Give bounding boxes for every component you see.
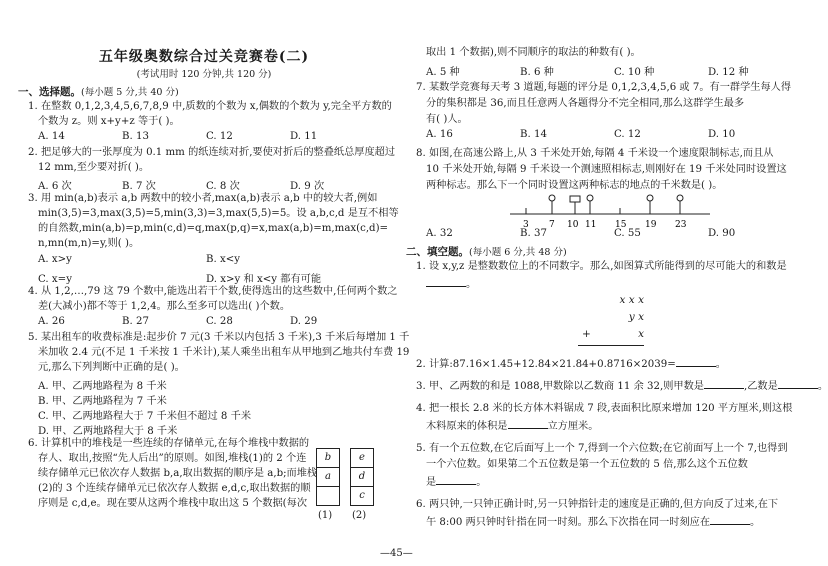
stack-figure-1 xyxy=(316,448,340,506)
question-text: ,乙数是 xyxy=(744,381,778,392)
question-line: 6. 两只钟,一只钟正确计时,另一只钟指针走的速度是正确的,但方向反了过来,在下 xyxy=(416,499,779,510)
question-line: 5. 某出租车的收费标准是:起步价 7 元(3 千米以内包括 3 千米),3 千米后每增加 1 千 xyxy=(28,332,410,343)
question-line xyxy=(426,474,486,490)
plus-sign: + xyxy=(582,328,591,340)
option[interactable]: C. 10 种 xyxy=(614,67,655,78)
option[interactable]: A. 5 种 xyxy=(426,67,460,78)
stack-cell: e xyxy=(351,449,373,468)
option[interactable]: B. 27 xyxy=(122,316,149,327)
addend-row: x x x xyxy=(619,294,644,306)
tick-label: 19 xyxy=(645,220,657,230)
speed-sign-icon xyxy=(587,195,593,201)
answer-blank[interactable] xyxy=(508,418,548,429)
tick-label: 7 xyxy=(549,220,555,230)
option-row[interactable]: C. 甲、乙两地路程大于 7 千米但不超过 8 千米 xyxy=(38,411,252,422)
section-title: 二、填空题。 xyxy=(406,246,469,258)
stack-figure-2 xyxy=(350,448,374,506)
answer-line xyxy=(426,276,476,292)
addend: x xyxy=(638,328,644,340)
question-line: n,mn(m,n)=y,则( )。 xyxy=(38,238,140,249)
question-line: 10 千米处开始,每隔 9 千米设一个测速照相标志,则刚好在 19 千米处同时设置这 xyxy=(426,164,787,175)
section-note: (每小题 5 分,共 40 分) xyxy=(81,87,179,98)
answer-blank[interactable] xyxy=(704,378,744,389)
speed-sign-icon xyxy=(677,195,683,201)
option[interactable]: C. 28 xyxy=(206,316,233,327)
question-line: 5. 有一个五位数,在它后面写上一个 7,得到一个六位数;在它前面写上一个 7,也得到 xyxy=(416,443,788,454)
stack-caption: (2) xyxy=(352,510,367,521)
stack-caption: (1) xyxy=(318,510,333,521)
question-line: 7. 某数学竞赛每天考 3 道题,每题的评分是 0,1,2,3,4,5,6 或 7。有一群学生每人得 xyxy=(416,82,792,93)
question-line: 3. 用 min(a,b)表示 a,b 两数中的较小者,max(a,b)表示 a,b 中的较大者,例如 xyxy=(28,193,378,204)
option[interactable]: B. 13 xyxy=(122,131,149,142)
sum-rule xyxy=(578,345,644,346)
option[interactable]: D. 9 次 xyxy=(290,181,325,192)
option-row xyxy=(38,316,374,327)
question-line: 元,那么下列判断中正确的是( )。 xyxy=(38,362,185,373)
page-subtitle: (考试用时 120 分钟,共 120 分) xyxy=(136,69,272,80)
question-line: 4. 把一根长 2.8 米的长方体木料锯成 7 段,表面积比原来增加 120 平方厘米,则这根 xyxy=(416,403,793,414)
stack-cell: c xyxy=(359,490,365,501)
addend-row xyxy=(582,328,644,345)
section-title: 一、选择题。 xyxy=(18,86,81,98)
option[interactable]: D. 10 xyxy=(708,129,736,140)
tick-label: 23 xyxy=(675,220,687,230)
answer-blank[interactable] xyxy=(676,356,716,367)
stack-cell: b xyxy=(317,449,339,468)
question-line xyxy=(416,356,726,372)
question-line: 米加收 2.4 元(不足 1 千米按 1 千米计),某人乘坐出租车从甲地到乙地共付车费 19 xyxy=(38,347,410,358)
page-title: 五年级奥数综合过关竞赛卷(二) xyxy=(98,49,310,65)
question-line: 存人、取出,按照“先人后出”的原则。如图,堆栈(1)的 2 个连 xyxy=(38,453,307,464)
option[interactable]: B. x<y xyxy=(206,254,240,265)
page-number: —45— xyxy=(380,548,413,559)
speed-sign-icon xyxy=(549,195,555,201)
section-note: (每小题 6 分,共 48 分) xyxy=(469,247,567,258)
tick-label: 3 xyxy=(523,220,529,230)
question-line: 续存储单元已依次存人数据 b,a,取出数据的顺序是 a,b;而堆栈 xyxy=(38,468,318,479)
option-row xyxy=(38,254,290,265)
option-row xyxy=(38,177,374,192)
option[interactable]: A. 26 xyxy=(38,316,65,327)
tick-label: 10 xyxy=(567,220,579,230)
question-line: 序则是 c,d,e。现在要从这两个堆栈中取出这 5 个数据(每次 xyxy=(38,498,308,509)
punct: 。 xyxy=(715,359,726,370)
option[interactable]: C. 12 xyxy=(614,129,641,140)
question-line: 8. 如图,在高速公路上,从 3 千米处开始,每隔 4 千米设一个速度限制标志,而且从 xyxy=(416,148,774,159)
camera-sign-icon xyxy=(570,196,580,202)
option[interactable]: C. x=y xyxy=(38,274,72,285)
option[interactable]: A. 14 xyxy=(38,131,65,142)
option[interactable]: C. 12 xyxy=(206,131,233,142)
section-heading-choice xyxy=(18,84,179,99)
question-line: 6. 计算机中的堆栈是一些连续的存储单元,在每个堆栈中数据的 xyxy=(28,438,310,449)
option[interactable]: A. 16 xyxy=(426,129,453,140)
option-row[interactable]: B. 甲、乙两地路程为 7 千米 xyxy=(38,396,167,407)
option[interactable]: B. 37 xyxy=(520,228,547,239)
option-row xyxy=(426,129,802,140)
question-line: 两种标志。那么下一个同时设置这两种标志的地点的千米数是( )。 xyxy=(426,180,723,191)
option[interactable]: C. 8 次 xyxy=(206,181,240,192)
option[interactable]: B. 14 xyxy=(520,129,547,140)
answer-blank[interactable] xyxy=(710,514,750,525)
question-line: 1. 在整数 0,1,2,3,4,5,6,7,8,9 中,质数的个数为 x,偶数的个数为 y,完全平方数的 xyxy=(28,101,392,112)
question-text: 是 xyxy=(426,477,437,488)
stack-cell: d xyxy=(351,468,373,487)
question-line xyxy=(426,514,760,530)
question-line: 的自然数,min(a,b)=p,min(c,d)=q,max(p,q)=x,max(a,b)=m,max(c,d)= xyxy=(38,223,389,234)
question-text: 3. 甲、乙两数的和是 1088,甲数除以乙数商 11 余 32,则甲数是 xyxy=(416,381,704,392)
answer-blank[interactable] xyxy=(436,474,476,485)
option-row xyxy=(38,270,386,285)
question-text: 木料原来的体积是 xyxy=(426,421,508,432)
question-line: 一个六位数。如果第二个五位数是第一个五位数的 5 倍,那么这个五位数 xyxy=(426,459,748,470)
stack-cell xyxy=(317,487,339,505)
option[interactable]: D. 11 xyxy=(290,131,318,142)
option[interactable]: D. x>y 和 x<y 都有可能 xyxy=(206,274,322,285)
question-line: 分的集积都是 36,而且任意两人各题得分不完全相同,那么这群学生最多 xyxy=(426,98,745,109)
option[interactable]: A. 32 xyxy=(426,228,453,239)
question-line: min(3,5)=3,max(3,5)=5,min(3,3)=3,max(5,5)=5。设 a,b,c,d 是互不相等 xyxy=(38,208,399,219)
question-text: 2. 计算:87.16×1.45+12.84×21.84+0.8716×2039= xyxy=(416,359,676,370)
addition-figure xyxy=(582,294,644,346)
answer-blank[interactable] xyxy=(426,276,466,287)
question-line: 1. 设 x,y,z 是整数数位上的不同数字。那么,如图算式所能得到的尽可能大的和数是 xyxy=(416,261,787,272)
question-line: 4. 从 1,2,…,79 这 79 个数中,能选出若干个数,使得选出的这些数中,任何两个数之 xyxy=(28,286,398,297)
option[interactable]: A. x>y xyxy=(38,254,72,265)
option[interactable]: A. 6 次 xyxy=(38,181,72,192)
option[interactable]: B. 7 次 xyxy=(122,181,156,192)
punct: 。 xyxy=(476,477,487,488)
addend-row: y x xyxy=(628,311,644,323)
question-line: 有( )人。 xyxy=(426,114,468,125)
punct: 。 xyxy=(750,517,761,528)
option-row xyxy=(38,131,374,142)
option-row[interactable]: D. 甲、乙两地路程大于 8 千米 xyxy=(38,426,178,437)
tick-label: 11 xyxy=(585,220,597,230)
question-line: 2. 把足够大的一张厚度为 0.1 mm 的纸连续对折,要使对折后的整叠纸总厚度超过 xyxy=(28,147,396,158)
option[interactable]: C. 55 xyxy=(614,228,641,239)
question-line: 差(大减小)都不等于 1,2,4。那么至多可以选出( )个数。 xyxy=(38,301,291,312)
option[interactable]: B. 6 种 xyxy=(520,67,554,78)
question-line: 12 mm,至少要对折( )。 xyxy=(38,162,150,173)
option[interactable]: D. 12 种 xyxy=(708,67,749,78)
number-line-figure xyxy=(506,194,716,230)
question-line: (2)的 3 个连续存储单元已依次存人数据 e,d,c,取出数据的顺 xyxy=(38,483,311,494)
answer-blank[interactable] xyxy=(778,378,818,389)
stack-cell: a xyxy=(317,468,339,487)
option[interactable]: D. 90 xyxy=(708,228,736,239)
question-text: 午 8:00 两只钟时针指在同一时刻。那么下次指在同一时刻应在 xyxy=(426,517,711,528)
punct: 。 xyxy=(817,381,828,392)
tick-label: 15 xyxy=(615,220,627,230)
option-row[interactable]: A. 甲、乙两地路程为 8 千米 xyxy=(38,381,167,392)
speed-sign-icon xyxy=(647,195,653,201)
option[interactable]: D. 29 xyxy=(290,316,318,327)
option-row xyxy=(426,63,802,78)
punct: 。 xyxy=(466,279,477,290)
question-line xyxy=(416,378,828,394)
question-line: 个数为 z。则 x+y+z 等于( )。 xyxy=(38,116,180,127)
section-heading-fill xyxy=(406,244,567,259)
option-row xyxy=(426,228,802,239)
question-text: 立方厘米。 xyxy=(547,421,599,432)
question-line xyxy=(426,418,598,434)
question-line: 取出 1 个数据),则不同顺序的取法的种数有( )。 xyxy=(426,47,641,58)
